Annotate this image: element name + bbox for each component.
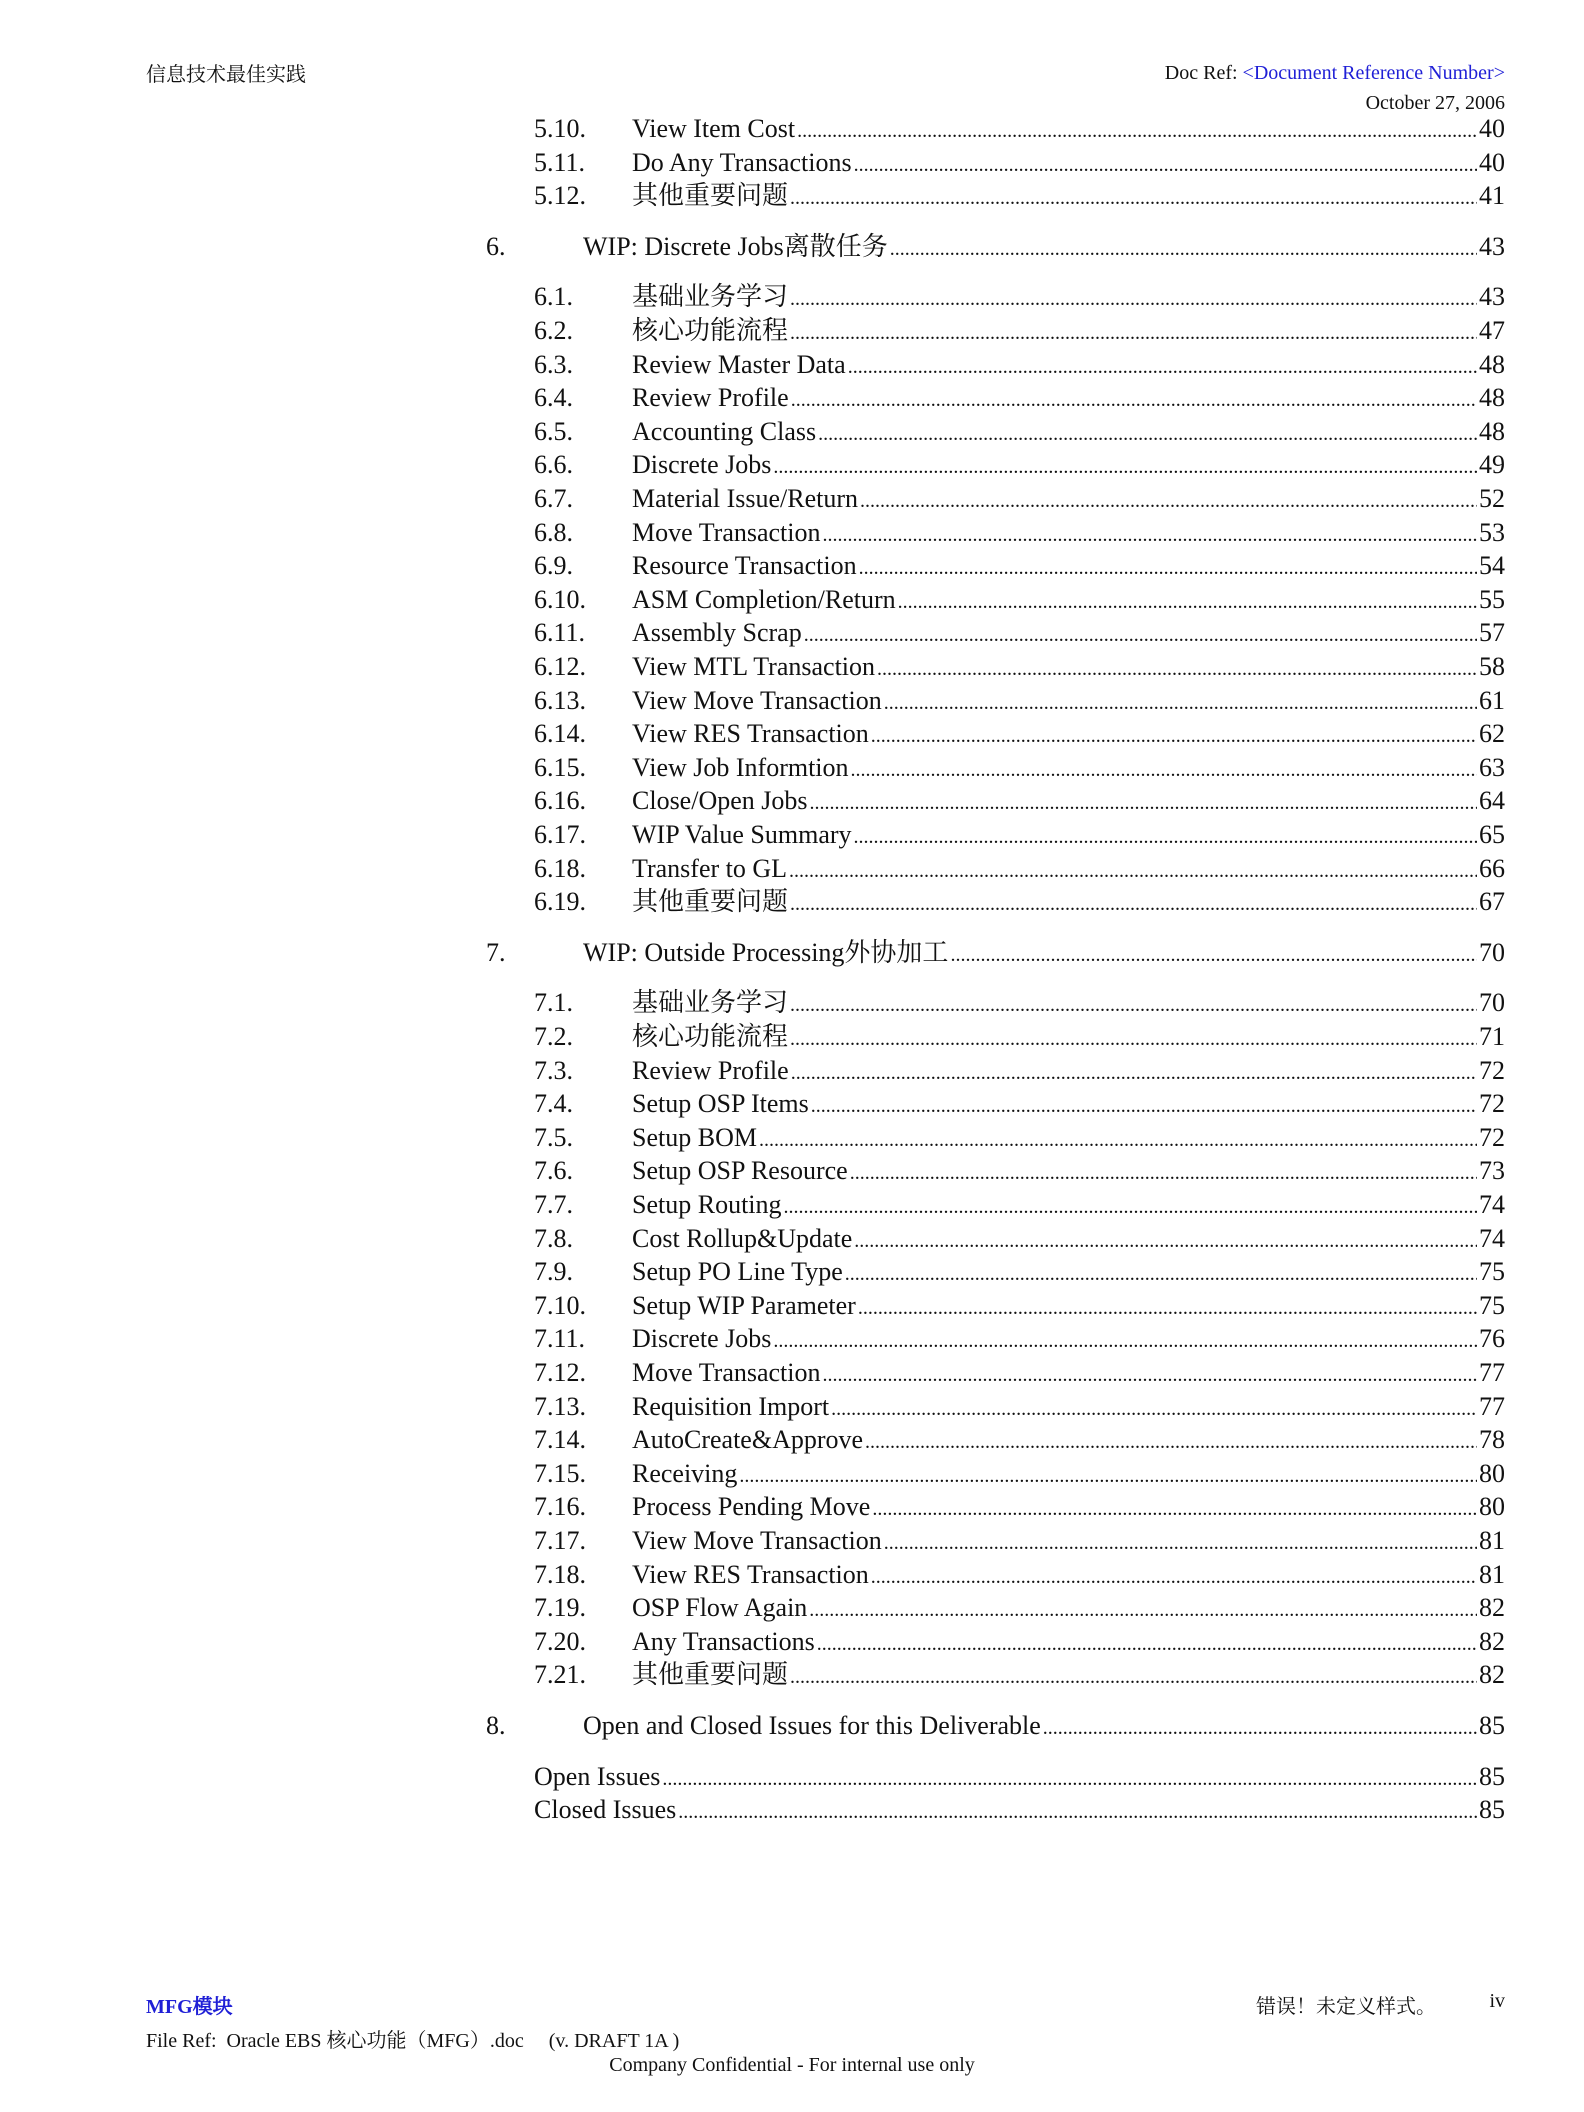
toc-entry[interactable] [534, 1289, 1505, 1325]
toc-title: WIP Value Summary [632, 820, 852, 849]
toc-number: 7.15. [534, 1458, 586, 1488]
toc-leader [784, 1190, 1477, 1224]
toc-page-number: 72 [1479, 1089, 1505, 1119]
toc-title: Review Profile [632, 1055, 789, 1085]
toc-page-number: 43 [1479, 282, 1505, 312]
toc-title: View Job Informtion [632, 752, 849, 782]
toc-leader [854, 820, 1477, 854]
toc-leader [884, 686, 1477, 720]
toc-leader [790, 988, 1477, 1022]
footer-module: MFG模块 [146, 1996, 233, 2018]
toc-entry[interactable] [534, 1625, 1505, 1661]
toc-title: WIP: Outside Processing外协加工 [583, 937, 949, 967]
toc-entry[interactable] [534, 146, 1505, 182]
toc-leader [790, 316, 1477, 350]
toc-page-number: 54 [1479, 551, 1505, 581]
toc-title: Review Profile [632, 383, 789, 413]
toc-leader [890, 232, 1477, 266]
toc-entry[interactable] [534, 1558, 1505, 1594]
toc-entry[interactable] [534, 348, 1505, 384]
toc-number: 6.12. [534, 652, 586, 681]
toc-leader [850, 1156, 1477, 1190]
toc-page-number: 76 [1479, 1324, 1505, 1354]
toc-page-number: 62 [1479, 719, 1505, 749]
toc-section[interactable] [486, 230, 1505, 266]
toc-title: Discrete Jobs [632, 1324, 772, 1354]
toc-number: 7.16. [534, 1492, 586, 1522]
toc-leader [859, 551, 1477, 585]
toc-title: OSP Flow Again [632, 1593, 808, 1623]
toc-leader [773, 450, 1477, 484]
toc-page-number: 85 [1479, 1711, 1505, 1740]
toc-page-number: 77 [1479, 1391, 1505, 1421]
toc-entry[interactable] [534, 1087, 1505, 1123]
toc-leader [759, 1123, 1477, 1157]
toc-title: 基础业务学习 [632, 988, 789, 1018]
toc-number: 5.10. [534, 114, 586, 143]
toc-entry[interactable] [534, 650, 1505, 686]
toc-leader [678, 1795, 1477, 1829]
toc-section[interactable] [486, 1709, 1505, 1745]
toc-entry[interactable] [534, 885, 1505, 921]
toc-page-number: 58 [1479, 652, 1505, 681]
toc-entry[interactable] [534, 1760, 1505, 1796]
toc-number: 7.3. [534, 1055, 573, 1085]
toc-entry[interactable] [534, 1121, 1505, 1157]
toc-leader [810, 786, 1478, 820]
toc-title: 基础业务学习 [632, 282, 789, 312]
toc-entry[interactable] [534, 1524, 1505, 1560]
toc-title: Do Any Transactions [632, 147, 852, 177]
toc-title: 其他重要问题 [632, 181, 789, 211]
toc-number: 7.13. [534, 1391, 586, 1421]
toc-title: Setup WIP Parameter [632, 1290, 856, 1320]
toc-entry[interactable] [534, 1322, 1505, 1358]
toc-page-number: 48 [1479, 383, 1505, 413]
toc-leader [773, 1324, 1477, 1358]
toc-page-number: 81 [1479, 1526, 1505, 1555]
toc-title: AutoCreate&Approve [632, 1425, 864, 1455]
toc-leader [823, 1358, 1478, 1392]
toc-number: 7.12. [534, 1358, 586, 1387]
toc-entry[interactable] [534, 583, 1505, 619]
toc-entry[interactable] [534, 1188, 1505, 1224]
toc-number: 7.7. [534, 1190, 573, 1219]
toc-number: 6.9. [534, 551, 573, 581]
toc-title: Open and Closed Issues for this Deliverable [583, 1711, 1041, 1740]
header-date: October 27, 2006 [1365, 92, 1505, 114]
toc-title: 核心功能流程 [632, 316, 789, 345]
toc-leader [790, 1660, 1477, 1694]
toc-title: Transfer to GL [632, 853, 788, 883]
toc-page-number: 55 [1479, 584, 1505, 614]
toc-leader [817, 1627, 1477, 1661]
toc-page-number: 40 [1479, 114, 1505, 143]
toc-title: View Item Cost [632, 114, 796, 143]
toc-entry[interactable] [534, 751, 1505, 787]
toc-number: 7.18. [534, 1559, 586, 1589]
toc-entry[interactable] [534, 1658, 1505, 1694]
toc-number: 7.9. [534, 1257, 573, 1287]
toc-number: 5.12. [534, 181, 586, 211]
toc-page-number: 77 [1479, 1358, 1505, 1387]
toc-leader [797, 114, 1477, 148]
toc-page-number: 71 [1479, 1022, 1505, 1051]
toc-number: 7.2. [534, 1022, 573, 1051]
toc-leader [818, 417, 1477, 451]
toc-number: 6.8. [534, 517, 573, 547]
toc-page-number: 85 [1479, 1795, 1505, 1825]
toc-number: 6. [486, 231, 506, 261]
toc-entry[interactable] [534, 516, 1505, 552]
toc-entry[interactable] [534, 616, 1505, 652]
toc-entry[interactable] [534, 1457, 1505, 1493]
toc-page-number: 80 [1479, 1458, 1505, 1488]
footer-file-ref: File Ref: Oracle EBS 核心功能（MFG）.doc (v. DRAFT 1A ) [146, 2030, 680, 2052]
toc-number: 6.10. [534, 584, 586, 614]
toc-leader [790, 181, 1477, 215]
toc-page-number: 82 [1479, 1626, 1505, 1656]
toc-page-number: 81 [1479, 1559, 1505, 1589]
toc-entry[interactable] [534, 415, 1505, 451]
toc-number: 6.2. [534, 316, 573, 345]
toc-page-number: 74 [1479, 1223, 1505, 1253]
toc-number: 6.16. [534, 786, 586, 816]
toc-entry[interactable] [534, 684, 1505, 720]
toc-title: Material Issue/Return [632, 484, 858, 513]
toc-title: Setup Routing [632, 1190, 782, 1219]
toc-page-number: 40 [1479, 147, 1505, 177]
toc-leader [809, 1593, 1477, 1627]
toc-number: 7.17. [534, 1526, 586, 1555]
toc-leader [851, 753, 1477, 787]
toc-number: 6.11. [534, 618, 586, 648]
toc-page-number: 61 [1479, 685, 1505, 715]
toc-title: Move Transaction [632, 517, 821, 547]
toc-leader [860, 484, 1477, 518]
toc-page-number: 57 [1479, 618, 1505, 648]
toc-entry[interactable] [534, 818, 1505, 854]
toc-page-number: 75 [1479, 1290, 1505, 1320]
toc-title: Receiving [632, 1458, 738, 1488]
toc-leader [950, 938, 1477, 972]
toc-title: View Move Transaction [632, 685, 882, 715]
footer-confidential: Company Confidential - For internal use only [609, 2054, 975, 2076]
toc-leader [854, 148, 1477, 182]
toc-title: Closed Issues [534, 1795, 677, 1825]
toc-page-number: 85 [1479, 1761, 1505, 1791]
toc-leader [871, 1560, 1477, 1594]
toc-title: Resource Transaction [632, 551, 857, 581]
toc-leader [789, 854, 1477, 888]
toc-number: 7.1. [534, 988, 573, 1018]
toc-entry[interactable] [534, 1793, 1505, 1829]
toc-number: 6.13. [534, 685, 586, 715]
toc-title: 核心功能流程 [632, 1022, 789, 1051]
toc-page-number: 47 [1479, 316, 1505, 345]
toc-entry[interactable] [534, 852, 1505, 888]
toc-number: 6.7. [534, 484, 573, 513]
toc-entry[interactable] [534, 1154, 1505, 1190]
toc-entry[interactable] [534, 1054, 1505, 1090]
toc-entry[interactable] [534, 717, 1505, 753]
toc-title: Process Pending Move [632, 1492, 871, 1522]
toc-leader [1043, 1711, 1477, 1745]
toc-number: 7.4. [534, 1089, 573, 1119]
toc-entry[interactable] [534, 1591, 1505, 1627]
footer-status: 错误！未定义样式。 [1256, 1996, 1436, 2018]
toc-number: 5.11. [534, 147, 586, 177]
doc-ref-label: Doc Ref: [1164, 62, 1238, 84]
toc-entry[interactable] [534, 482, 1505, 518]
toc-leader [865, 1425, 1477, 1459]
toc-number: 6.15. [534, 752, 586, 782]
toc-title: Move Transaction [632, 1358, 821, 1387]
toc-number: 6.4. [534, 383, 573, 413]
toc-title: Close/Open Jobs [632, 786, 808, 816]
toc-entry[interactable] [534, 448, 1505, 484]
toc-title: Requisition Import [632, 1391, 830, 1421]
toc-leader [854, 1224, 1477, 1258]
toc-page-number: 74 [1479, 1190, 1505, 1219]
toc-page-number: 43 [1479, 231, 1505, 261]
toc-number: 6.18. [534, 853, 586, 883]
toc-title: 其他重要问题 [632, 887, 789, 917]
doc-ref-value: <Document Reference Number> [1242, 62, 1505, 84]
toc-title: Review Master Data [632, 349, 846, 379]
toc-number: 6.5. [534, 416, 573, 446]
toc-number: 6.3. [534, 349, 573, 379]
toc-entry[interactable] [534, 1020, 1505, 1056]
toc-page-number: 52 [1479, 484, 1505, 513]
toc-entry[interactable] [534, 381, 1505, 417]
toc-leader [872, 1492, 1477, 1526]
toc-page-number: 75 [1479, 1257, 1505, 1287]
toc-number: 7. [486, 937, 506, 967]
toc-leader [804, 618, 1477, 652]
toc-entry[interactable] [534, 1490, 1505, 1526]
toc-leader [791, 383, 1477, 417]
toc-leader [871, 719, 1477, 753]
toc-leader [884, 1526, 1477, 1560]
toc-leader [790, 1022, 1477, 1056]
toc-title: Open Issues [534, 1761, 661, 1791]
toc-number: 6.6. [534, 450, 573, 480]
toc-page-number: 66 [1479, 853, 1505, 883]
header-doc-ref [1165, 58, 1505, 118]
toc-page-number: 41 [1479, 181, 1505, 211]
toc-title: View RES Transaction [632, 1559, 869, 1589]
toc-page-number: 64 [1479, 786, 1505, 816]
toc-entry[interactable] [534, 549, 1505, 585]
toc-leader [739, 1459, 1477, 1493]
toc-entry[interactable] [534, 179, 1505, 215]
toc-title: 其他重要问题 [632, 1660, 789, 1690]
toc-leader [791, 1056, 1477, 1090]
toc-number: 7.11. [534, 1324, 586, 1354]
toc-entry[interactable] [534, 784, 1505, 820]
toc-number: 6.19. [534, 887, 586, 917]
toc-leader [831, 1392, 1477, 1426]
toc-leader [790, 282, 1477, 316]
toc-title: Accounting Class [632, 416, 817, 446]
toc-number: 7.8. [534, 1223, 573, 1253]
toc-number: 7.10. [534, 1290, 586, 1320]
toc-entry[interactable] [534, 1255, 1505, 1291]
toc-number: 7.5. [534, 1122, 573, 1152]
toc-number: 6.14. [534, 719, 586, 749]
toc-page-number: 80 [1479, 1492, 1505, 1522]
toc-title: Setup PO Line Type [632, 1257, 843, 1287]
toc-entry[interactable] [534, 1423, 1505, 1459]
header-title: 信息技术最佳实践 [146, 64, 306, 86]
toc-number: 6.1. [534, 282, 573, 312]
footer-page-number: iv [1489, 1990, 1505, 2012]
toc-page-number: 48 [1479, 416, 1505, 446]
toc-entry[interactable] [534, 1390, 1505, 1426]
toc-title: Setup OSP Items [632, 1089, 809, 1119]
toc-number: 6.17. [534, 820, 586, 849]
toc-leader [858, 1291, 1477, 1325]
doc-ref-line [1165, 58, 1505, 88]
toc-leader [848, 350, 1477, 384]
toc-entry[interactable] [534, 1222, 1505, 1258]
toc-page-number: 53 [1479, 517, 1505, 547]
toc-page-number: 78 [1479, 1425, 1505, 1455]
toc-page-number: 82 [1479, 1593, 1505, 1623]
toc-title: Assembly Scrap [632, 618, 802, 648]
toc-number: 7.19. [534, 1593, 586, 1623]
toc-title: View Move Transaction [632, 1526, 882, 1555]
toc-entry[interactable] [534, 112, 1505, 148]
toc-number: 7.21. [534, 1660, 586, 1690]
toc-leader [845, 1257, 1477, 1291]
toc-page-number: 70 [1479, 937, 1505, 967]
toc-number: 7.14. [534, 1425, 586, 1455]
toc-title: View RES Transaction [632, 719, 869, 749]
toc-page-number: 49 [1479, 450, 1505, 480]
toc-page-number: 73 [1479, 1156, 1505, 1186]
toc-title: Setup BOM [632, 1122, 757, 1152]
toc-number: 7.6. [534, 1156, 573, 1186]
toc-page-number: 70 [1479, 988, 1505, 1018]
toc-page-number: 72 [1479, 1122, 1505, 1152]
toc-entry[interactable] [534, 1356, 1505, 1392]
toc-entry[interactable] [534, 314, 1505, 350]
toc-title: Any Transactions [632, 1626, 815, 1656]
toc-title: Setup OSP Resource [632, 1156, 848, 1186]
toc-number: 8. [486, 1711, 506, 1740]
toc-page-number: 48 [1479, 349, 1505, 379]
toc-number: 7.20. [534, 1626, 586, 1656]
toc-leader [898, 585, 1477, 619]
toc-leader [823, 518, 1478, 552]
toc-leader [790, 887, 1477, 921]
toc-page-number: 63 [1479, 752, 1505, 782]
toc-title: View MTL Transaction [632, 652, 876, 681]
toc-section[interactable] [486, 936, 1505, 972]
toc-page-number: 82 [1479, 1660, 1505, 1690]
toc-title: WIP: Discrete Jobs离散任务 [583, 231, 888, 261]
toc-title: Discrete Jobs [632, 450, 772, 480]
toc-page-number: 72 [1479, 1055, 1505, 1085]
toc-page-number: 67 [1479, 887, 1505, 917]
toc-entry[interactable] [534, 280, 1505, 316]
toc-leader [877, 652, 1477, 686]
toc-entry[interactable] [534, 986, 1505, 1022]
toc-title: Cost Rollup&Update [632, 1223, 853, 1253]
toc-page-number: 65 [1479, 820, 1505, 849]
toc-leader [811, 1089, 1477, 1123]
toc-title: ASM Completion/Return [632, 584, 896, 614]
toc-leader [662, 1762, 1477, 1796]
